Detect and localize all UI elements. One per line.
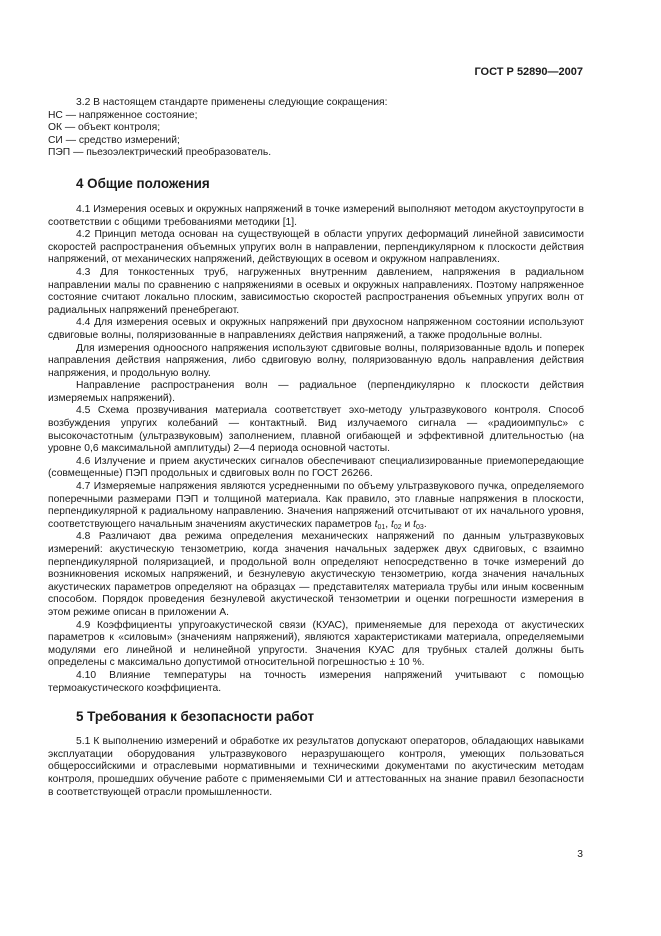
symbol-t-1: t <box>374 518 378 530</box>
paragraph-4-4b: Для измерения одноосного напряжения используют сдвиговые волны, поляризованные вдоль и поперек направления действия напряжения, либо сдвиговую волну, поляризованную вдоль направления действия напряжения, и продольную волну. <box>48 342 584 379</box>
paragraph-4-2: 4.2 Принцип метода основан на существующей в области упругих деформаций линейной зависимости скоростей распространения объемных упругих волн в направлении, перпендикулярном к плоскости действия напряжений, от механических напряжений, действующих в осевом и окружном направлениях. <box>48 229 584 266</box>
spacer <box>48 160 584 176</box>
standard-header: ГОСТ Р 52890—2007 <box>474 66 583 78</box>
spacer <box>48 192 584 204</box>
paragraph-5-1: 5.1 К выполнению измерений и обработке их результатов допускают операторов, обладающих навыками эксплуатации оборудования ультразвукового неразрушающего контроля, умеющих пользоваться общероссийскими и отраслевыми нормативными и техническими документами по акустическим методам контроля, прошедших обучение работе с применяемыми СИ и аттестованных на знание правил безопасности в соответствующей отрасли промышленности. <box>48 736 584 798</box>
section-4-heading: 4 Общие положения <box>76 175 210 191</box>
paragraph-4-5: 4.5 Схема прозвучивания материала соответствует эхо-методу ультразвукового контроля. Способ возбуждения упругих колебаний — контактный. Вид излучаемого сигнала — «радиоимпульс» с высокочастотным (ультразвуковым) заполнением, плавной огибающей и эффективной длительностью (на уровне 0,6 максимальной амплитуды) 2—4 периода основной частоты. <box>48 405 584 455</box>
subscript-02: 02 <box>393 523 402 531</box>
paragraph-4-3: 4.3 Для тонкостенных труб, нагруженных внутренним давлением, напряжения в радиальном направлении малы по сравнению с напряжениями в осевых и окружных направлениях. Поэтому напряженное состояние считают локально плоским, зависимостью скоростей распространения объемных упругих волн от радиальных напряжений пренебрегают. <box>48 266 584 316</box>
spacer <box>48 695 584 709</box>
paragraph-4-10: 4.10 Влияние температуры на точность измерения напряжений учитывают с помощью термоакустического коэффициента. <box>48 669 584 694</box>
page-number: 3 <box>577 849 583 860</box>
paragraph-4-8: 4.8 Различают два режима определения механических напряжений по данным ультразвуковых измерений: акустическую тензометрию, когда значения начальных задержек двух сдвиговых, с взаимно перпендикулярной поляризацией, и продольной волн определяют непосредственно в точке измерений до возникновения искомых напряжений, и безнулевую акустическую тензометрию, когда значения начальных акустических параметров определяют на образцах — представителях материала трубы или иным косвенным способом. Порядок проведения безнулевой акустической тензометрии и оценки погрешности измерения в этом режиме описан в приложении А. <box>48 531 584 618</box>
subscript-01: 01 <box>377 523 386 531</box>
paragraph-4-6: 4.6 Излучение и прием акустических сигналов обеспечивают специализированные приемопередающие (совмещенные) ПЭП продольных и сдвиговых волн по ГОСТ 26266. <box>48 455 584 480</box>
paragraph-4-7 <box>48 481 584 531</box>
abbreviation-si: СИ — средство измерений; <box>48 134 180 146</box>
paragraph-3-2-intro: 3.2 В настоящем стандарте применены следующие сокращения: <box>76 97 388 108</box>
paragraph-4-7-text: 4.7 Измеряемые напряжения являются усредненными по объему ультразвукового пучка, определяемого поперечными размерами ПЭП и толщиной материала. Как правило, это главные напряжения в плоскости, перпендикулярной к радиальному направлению. Значения напряжений отсчитывают от их начального уровня, соответствующего начальным значениям акустических параметров <box>48 481 584 530</box>
spacer <box>48 725 584 736</box>
symbol-t-2: t <box>391 518 394 530</box>
paragraph-4-1: 4.1 Измерения осевых и окружных напряжений в точке измерений выполняют методом акустоупругости в соответствии с общими требованиями методики [1]. <box>48 203 584 228</box>
period: . <box>423 518 427 530</box>
abbreviation-ns: НС — напряженное состояние; <box>48 109 198 121</box>
separator: , <box>385 518 391 530</box>
abbreviation-ok: ОК — объект контроля; <box>48 122 161 134</box>
paragraph-4-4c: Направление распространения волн — радиальное (перпендикулярно к плоскости действия измеряемых напряжений). <box>48 380 584 404</box>
page-content <box>48 97 584 799</box>
abbreviation-pep: ПЭП — пьезоэлектрический преобразователь. <box>48 147 272 159</box>
paragraph-4-4a: 4.4 Для измерения осевых и окружных напряжений при двухосном напряженном состоянии используют сдвиговые волны, поляризованные в направлениях действия напряжений, а также продольные волны. <box>48 317 584 341</box>
section-5-heading: 5 Требования к безопасности работ <box>76 709 315 725</box>
paragraph-4-9: 4.9 Коэффициенты упругоакустической связи (КУАС), применяемые для перехода от акустических параметров к «силовым» (значениям напряжений), являются характеристиками материала, определяемыми модулями его линейной и нелинейной упругости. Значения КУАС для трубных сталей должны быть определены с максимально допустимой относительной погрешностью ± 10 %. <box>48 619 584 669</box>
conjunction: и <box>401 518 414 530</box>
subscript-03: 03 <box>416 523 424 531</box>
symbol-t-3: t <box>413 518 417 530</box>
